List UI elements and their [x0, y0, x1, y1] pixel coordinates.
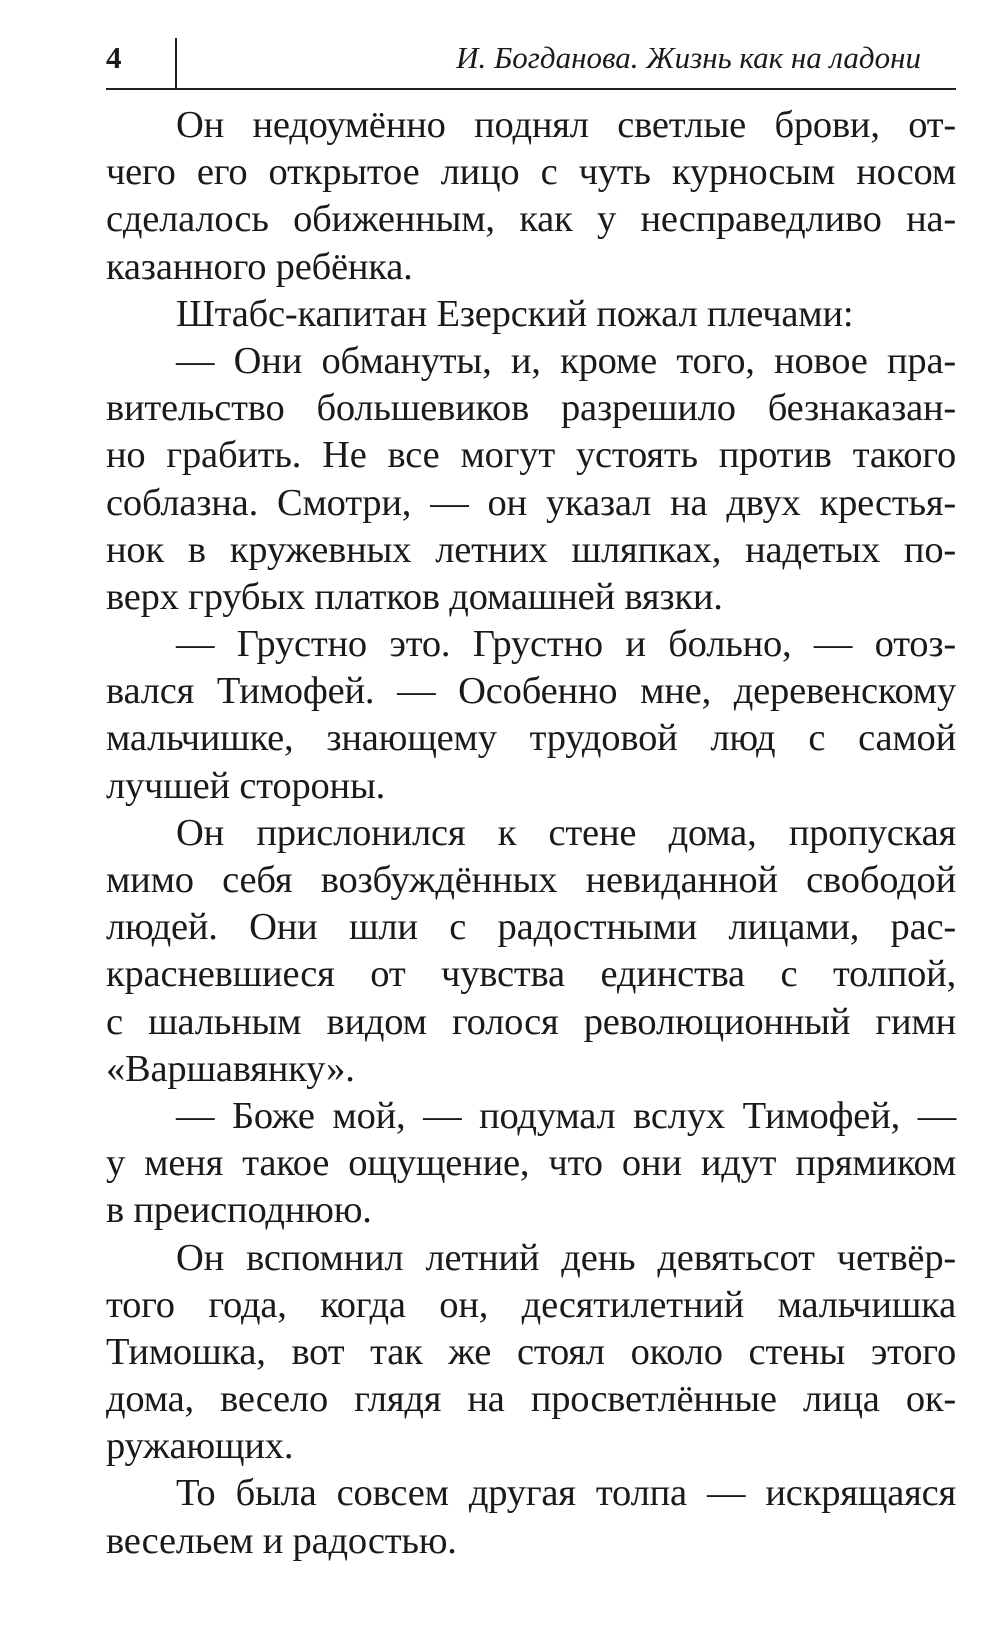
text-line: Он прислонился к стене дома, пропуская [176, 811, 956, 854]
text-line: лучшей стороны. [106, 764, 386, 807]
body-text [106, 102, 956, 1565]
header-divider [175, 38, 177, 88]
text-line: весельем и радостью. [106, 1519, 457, 1562]
text-line: нок в кружевных летних шляпках, надетых по- [106, 528, 956, 571]
text-line: Штабс-капитан Езерский пожал плечами: [176, 292, 854, 335]
text-line: Тимошка, вот так же стоял около стены этого [106, 1330, 956, 1373]
text-line: Он недоумённо поднял светлые брови, от- [176, 104, 956, 146]
text-line: людей. Они шли с радостными лицами, рас- [106, 906, 956, 949]
paragraph [106, 1093, 956, 1235]
text-line: верх грубых платков домашней вязки. [106, 575, 723, 618]
paragraph [106, 1235, 956, 1471]
text-line: — Боже мой, — подумал вслух Тимофей, — [176, 1094, 956, 1137]
text-line: в преисподнюю. [106, 1189, 372, 1232]
text-line: с шальным видом голося революционный гимн [106, 1000, 956, 1043]
text-line: мальчишке, знающему трудовой люд с самой [106, 717, 956, 760]
text-line: дома, весело глядя на просветлённые лица ок- [106, 1378, 956, 1421]
running-header [106, 36, 956, 90]
text-line: — Они обмануты, и, кроме того, новое пра- [176, 339, 956, 382]
text-line: красневшиеся от чувства единства с толпой, [106, 953, 956, 996]
text-line: соблазна. Смотри, — он указал на двух крестья- [106, 481, 956, 524]
text-line: мимо себя возбуждённых невиданной свободой [106, 859, 956, 901]
text-line: вался Тимофей. — Особенно мне, деревенскому [106, 670, 956, 713]
text-line: казанного ребёнка. [106, 245, 413, 288]
paragraph [106, 621, 956, 810]
text-line: Он вспомнил летний день девятьсот четвёр- [176, 1236, 956, 1279]
paragraph [106, 1470, 956, 1564]
paragraph [106, 102, 956, 291]
text-line: То была совсем другая толпа — искрящаяся [176, 1472, 956, 1515]
text-line: но грабить. Не все могут устоять против такого [106, 434, 956, 477]
paragraph [106, 810, 956, 1093]
text-line: того года, когда он, десятилетний мальчишка [106, 1283, 956, 1326]
text-line: «Варшавянку». [106, 1047, 355, 1090]
running-title: И. Богданова. Жизнь как на ладони [456, 40, 921, 75]
text-line: сделалось обиженным, как у несправедливо на- [106, 198, 956, 241]
book-page [106, 36, 956, 1565]
page-number: 4 [106, 40, 122, 75]
text-line: — Грустно это. Грустно и больно, — отоз- [176, 623, 956, 666]
paragraph [106, 291, 956, 338]
text-line: у меня такое ощущение, что они идут прямиком [106, 1142, 956, 1185]
paragraph [106, 338, 956, 621]
text-line: чего его открытое лицо с чуть курносым носом [106, 151, 956, 194]
text-line: ружающих. [106, 1425, 294, 1468]
text-line: вительство большевиков разрешило безнаказан- [106, 387, 956, 430]
